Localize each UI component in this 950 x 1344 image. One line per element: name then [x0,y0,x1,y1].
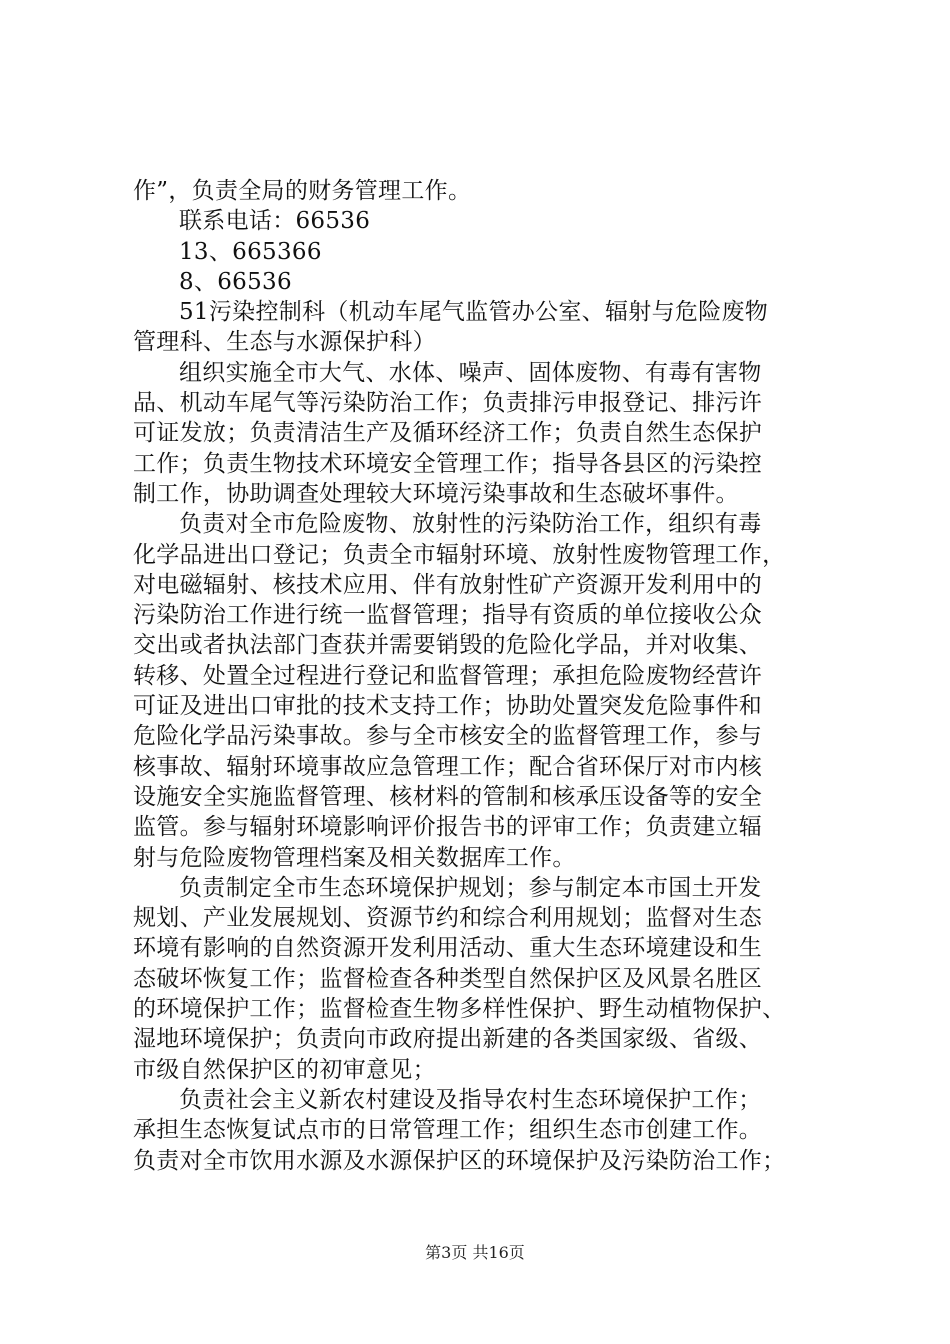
text-line: 负责对全市饮用水源及水源保护区的环境保护及污染防治工作； [133,1147,786,1174]
text-line: 化学品进出口登记；负责全市辐射环境、放射性废物管理工作， [133,541,786,568]
page-footer: 第3页 共16页 [425,1243,525,1262]
text-line: 组织实施全市大气、水体、噪声、固体废物、有毒有害物 [179,359,762,386]
text-line: 品、机动车尾气等污染防治工作；负责排污申报登记、排污许 [133,390,763,417]
text-line: 负责对全市危险废物、放射性的污染防治工作，组织有毒 [179,511,762,538]
text-line: 13、665366 [179,238,322,265]
text-line: 对电磁辐射、核技术应用、伴有放射性矿产资源开发利用中的 [133,571,763,598]
text-line: 可证发放；负责清洁生产及循环经济工作；负责自然生态保护 [133,420,763,447]
text-line: 湿地环境保护；负责向市政府提出新建的各类国家级、省级、 [133,1026,763,1053]
text-line: 规划、产业发展规划、资源节约和综合利用规划；监督对生态 [133,905,763,932]
text-line: 射与危险废物管理档案及相关数据库工作。 [133,844,576,871]
section-heading: 管理科、生态与水源保护科） [133,329,436,356]
text-line: 监管。参与辐射环境影响评价报告书的评审工作；负责建立辐 [133,814,763,841]
text-line: 核事故、辐射环境事故应急管理工作；配合省环保厅对市内核 [133,753,763,780]
text-line: 作”，负责全局的财务管理工作。 [133,178,472,204]
text-line: 态破坏恢复工作；监督检查各种类型自然保护区及风景名胜区 [133,965,763,992]
text-line: 承担生态恢复试点市的日常管理工作；组织生态市创建工作。 [133,1117,763,1144]
text-line: 设施安全实施监督管理、核材料的管制和核承压设备等的安全 [133,783,763,810]
text-line: 环境有影响的自然资源开发利用活动、重大生态环境建设和生 [133,935,763,962]
text-line: 制工作，协助调查处理较大环境污染事故和生态破坏事件。 [133,480,739,507]
text-line: 工作；负责生物技术环境安全管理工作；指导各县区的污染控 [133,450,763,477]
text-line: 8、66536 [179,268,292,295]
text-line: 污染防治工作进行统一监督管理；指导有资质的单位接收公众 [133,602,763,629]
text-line: 联系电话：66536 [179,208,371,235]
text-line: 转移、处置全过程进行登记和监督管理；承担危险废物经营许 [133,662,763,689]
document-body [133,176,833,1176]
text-line: 可证及进出口审批的技术支持工作；协助处置突发危险事件和 [133,693,763,720]
text-line: 市级自然保护区的初审意见； [133,1056,436,1083]
text-line: 负责社会主义新农村建设及指导农村生态环境保护工作； [179,1086,762,1113]
text-line: 负责制定全市生态环境保护规划；参与制定本市国土开发 [179,874,762,901]
section-heading: 51污染控制科（机动车尾气监管办公室、辐射与危险废物 [179,299,769,326]
text-line: 的环境保护工作；监督检查生物多样性保护、野生动植物保护、 [133,996,786,1023]
text-line: 危险化学品污染事故。参与全市核安全的监督管理工作，参与 [133,723,763,750]
text-line: 交出或者执法部门查获并需要销毁的危险化学品，并对收集、 [133,632,763,659]
